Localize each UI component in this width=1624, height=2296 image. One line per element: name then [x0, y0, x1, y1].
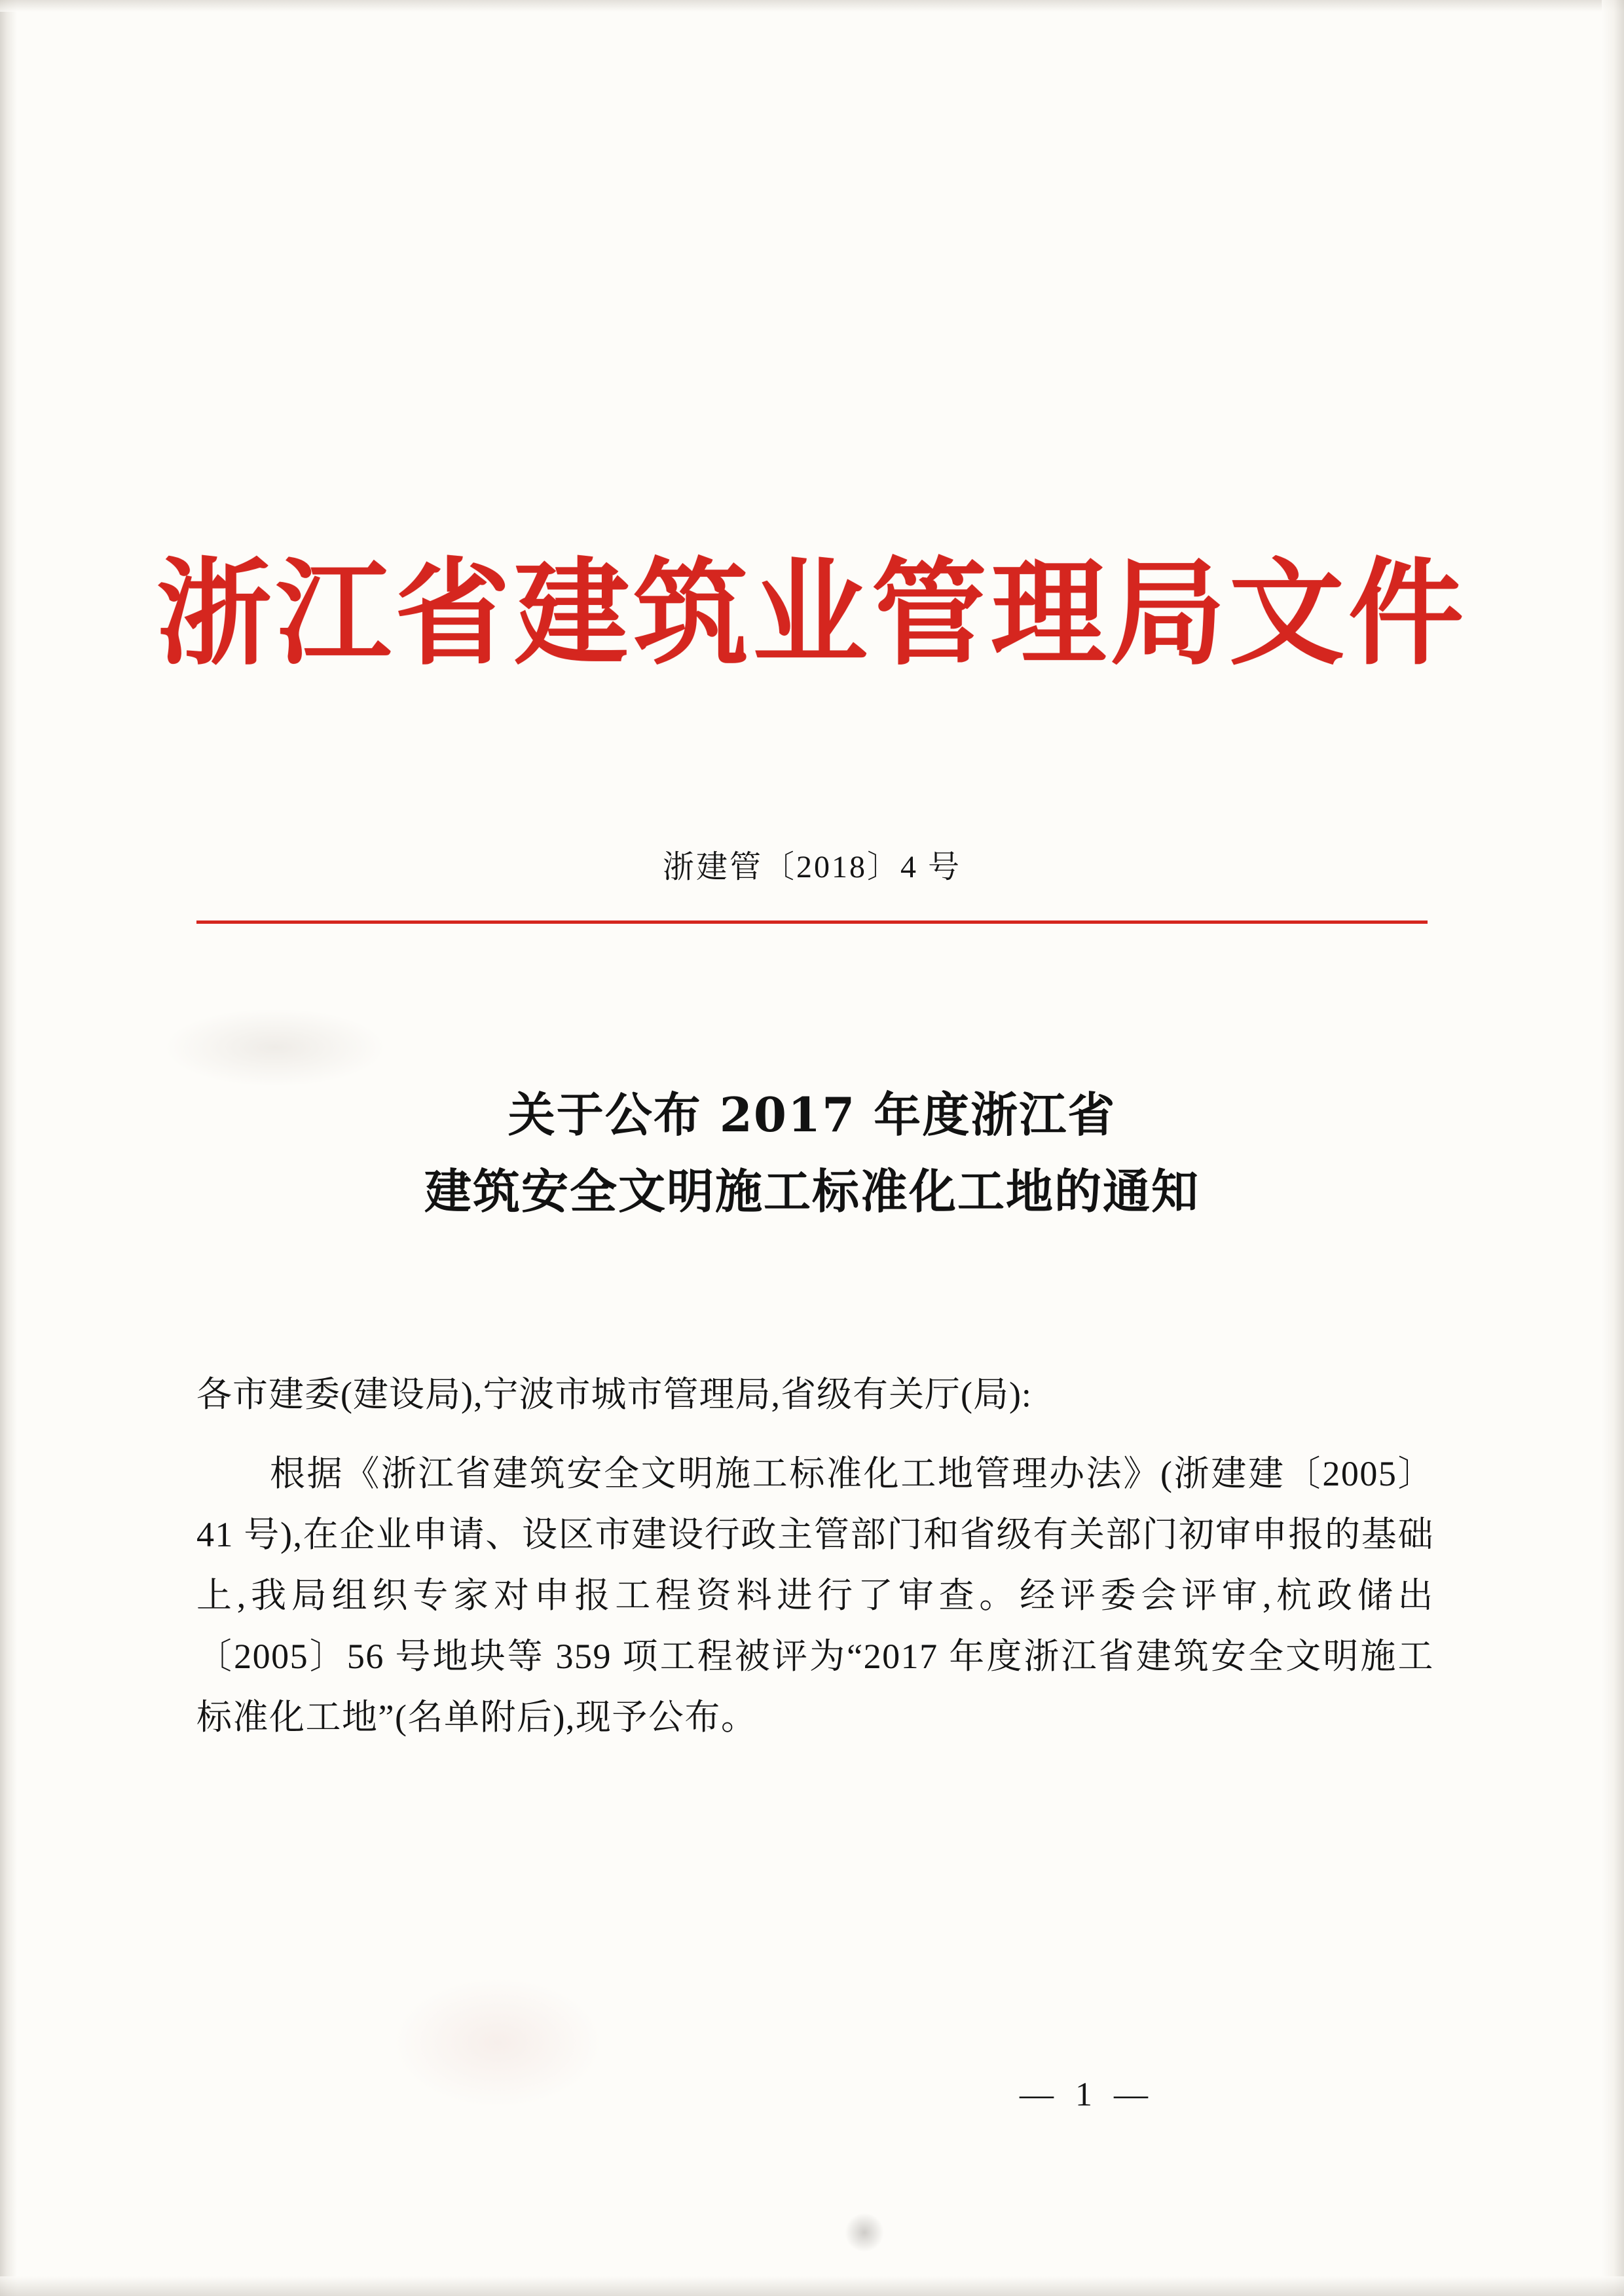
- page-title: [0, 1077, 1624, 1230]
- page-title-line-2: 建筑安全文明施工标准化工地的通知: [424, 1163, 1200, 1219]
- document-number: 浙建管〔2018〕4 号: [662, 850, 961, 884]
- masthead: [0, 545, 1624, 681]
- document-body: [196, 1368, 1434, 1747]
- salutation: 各市建委(建设局),宁波市城市管理局,省级有关厅(局):: [196, 1375, 1032, 1414]
- page-number: — 1 —: [1020, 2076, 1154, 2113]
- masthead-title: 浙江省建筑业管理局文件: [156, 545, 1467, 681]
- body-paragraph: 根据《浙江省建筑安全文明施工标准化工地管理办法》(浙建建〔2005〕41 号),在企业申请、设区市建设行政主管部门和省级有关部门初审申报的基础上,我局组织专家对申报工程资料进行了审查。经评委会评审,杭政储出〔2005〕56 号地块等 359 项工程被评为“2017 年度浙江省建筑安全文明施工标准化工地”(名单附后),现予公布。: [196, 1454, 1434, 1737]
- page-title-line-1: 关于公布 2017 年度浙江省: [507, 1087, 1116, 1142]
- red-divider-rule: [196, 920, 1428, 924]
